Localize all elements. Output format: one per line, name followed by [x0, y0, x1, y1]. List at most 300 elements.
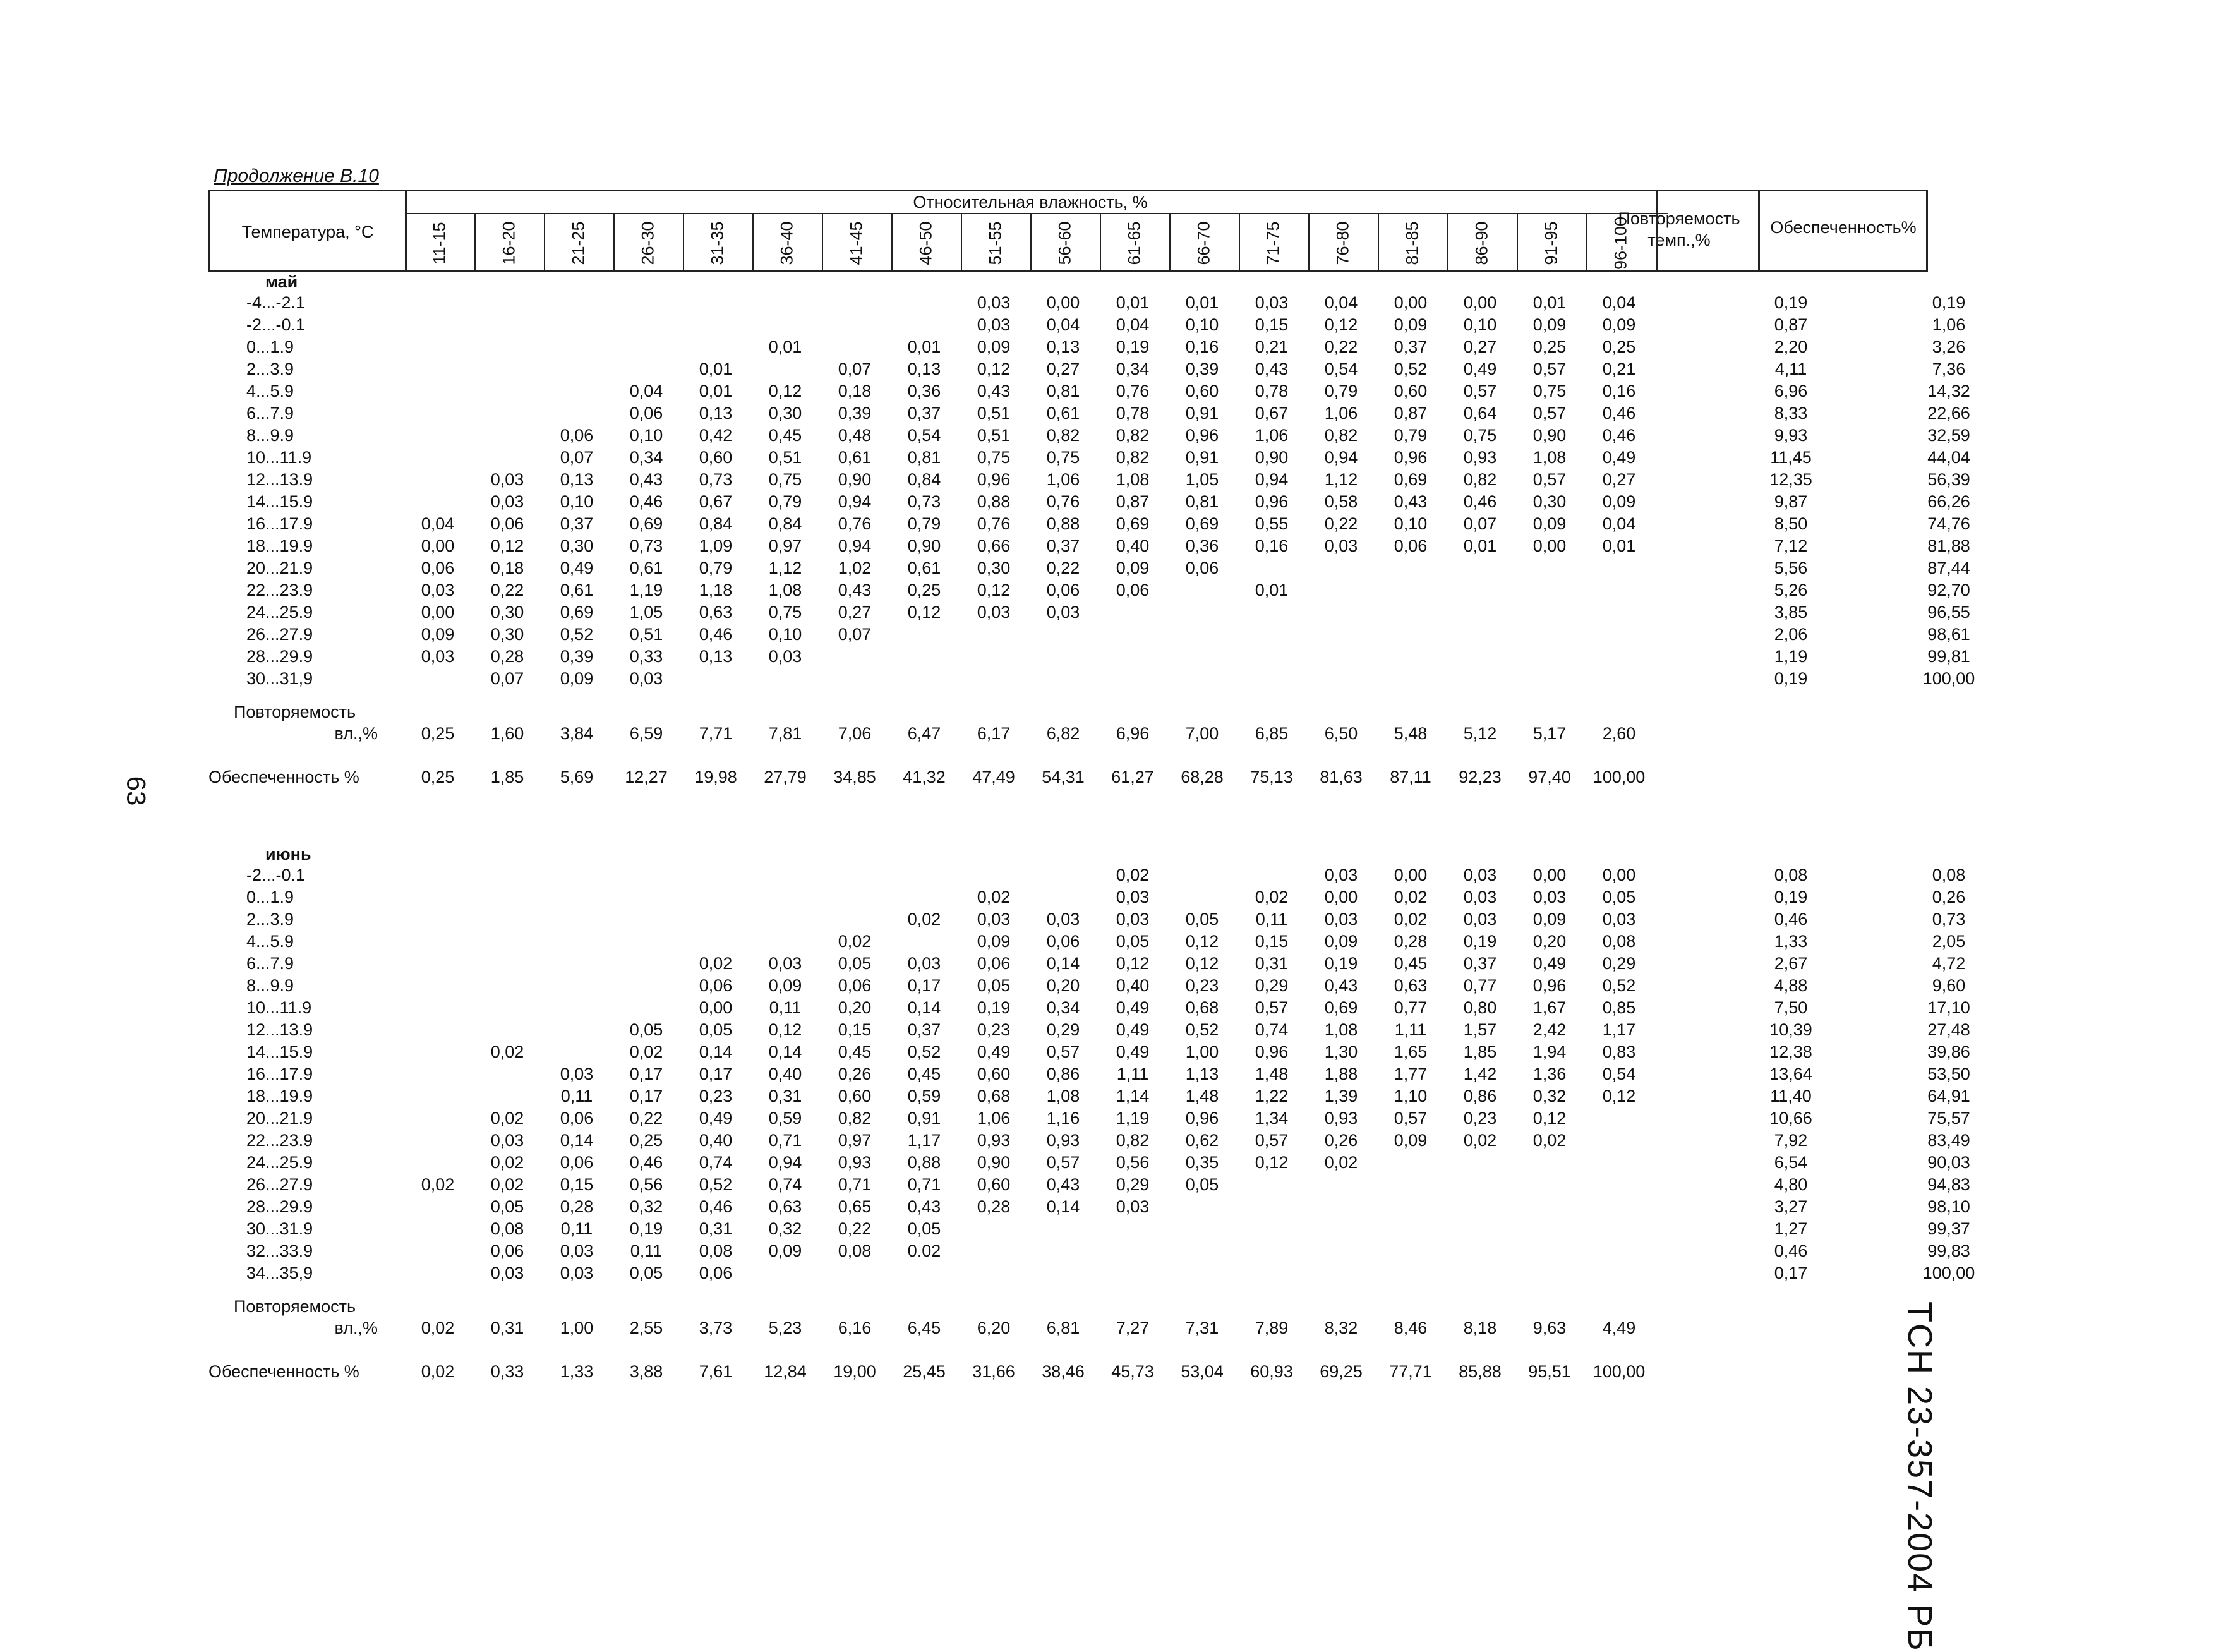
humidity-range-label: 66-70: [1194, 221, 1213, 265]
spacer-cell: [1654, 579, 1712, 601]
table-cell: 0,01: [1533, 293, 1567, 312]
table-cell: 0,14: [1046, 954, 1080, 973]
table-cell: [403, 668, 473, 690]
table-cell: 1,85: [1463, 1042, 1497, 1061]
table-cell: 0,60: [1394, 382, 1428, 401]
table-cell: [1445, 1262, 1515, 1284]
table-cell: [959, 1262, 1028, 1284]
repeat-temp-cell: 0,17: [1774, 1263, 1808, 1282]
security-humidity-cell: 7,61: [699, 1362, 733, 1381]
table-cell: [889, 931, 959, 953]
spacer-cell: [1654, 1130, 1712, 1152]
table-cell: 1,57: [1463, 1020, 1497, 1039]
table-cell: 0,25: [907, 581, 941, 600]
table-cell: 0,09: [768, 976, 802, 995]
table-cell: 0,17: [629, 1064, 663, 1083]
table-cell: 0,22: [490, 581, 524, 600]
spacer-cell: [1654, 1240, 1712, 1262]
table-cell: [473, 864, 542, 886]
humidity-range-label: 86-90: [1472, 221, 1491, 265]
table-cell: 0,90: [977, 1153, 1011, 1172]
table-cell: 0,79: [907, 514, 941, 533]
table-cell: 0,76: [977, 514, 1011, 533]
table-cell: 0,23: [977, 1020, 1011, 1039]
table-cell: 0,19: [1116, 337, 1150, 356]
table-cell: 0,04: [1116, 315, 1150, 334]
table-cell: 0,05: [838, 954, 872, 973]
security-humidity-cell: 45,73: [1111, 1362, 1154, 1381]
security-cell: 74,76: [1927, 514, 1970, 533]
security-humidity-cell: 0,02: [421, 1362, 455, 1381]
humidity-range-label: 76-80: [1333, 221, 1352, 265]
humidity-range-label: 21-25: [569, 221, 588, 265]
repeat-humidity-cell: 6,17: [977, 724, 1011, 743]
table-cell: [1237, 668, 1306, 690]
table-cell: [403, 953, 473, 975]
table-cell: 0,15: [1255, 315, 1289, 334]
table-cell: [959, 864, 1028, 886]
table-cell: 1,48: [1185, 1087, 1219, 1106]
humidity-range-header: [1169, 214, 1239, 272]
table-cell: [473, 931, 542, 953]
table-cell: 0,79: [699, 558, 733, 577]
table-cell: [1445, 624, 1515, 646]
table-cell: 1,06: [1046, 470, 1080, 489]
table-cell: 1,67: [1533, 998, 1567, 1017]
table-cell: 0,06: [1046, 581, 1080, 600]
table-cell: 0,30: [560, 536, 594, 555]
table-caption: Продолжение В.10: [214, 166, 379, 186]
table-cell: 0,12: [1602, 1087, 1636, 1106]
table-cell: 0,03: [1463, 865, 1497, 884]
repeat-temp-cell: 0,19: [1774, 293, 1808, 312]
table-cell: 0,03: [1116, 910, 1150, 929]
repeat-temp-cell: 3,27: [1774, 1197, 1808, 1216]
table-cell: 0,09: [977, 337, 1011, 356]
may-repeat-label: Повторяемость: [234, 702, 356, 721]
table-cell: [473, 380, 542, 402]
table-cell: 0,45: [768, 426, 802, 445]
spacer-cell: [1654, 624, 1712, 646]
temperature-range: 24...25.9: [246, 1153, 313, 1172]
spacer-cell: [1654, 358, 1712, 380]
table-cell: 0,60: [977, 1175, 1011, 1194]
spacer-cell: [1654, 864, 1712, 886]
table-cell: 0,90: [1533, 426, 1567, 445]
table-cell: 0,80: [1463, 998, 1497, 1017]
table-cell: 0,03: [490, 492, 524, 511]
table-cell: 0,02: [699, 954, 733, 973]
security-cell: 3,26: [1932, 337, 1966, 356]
table-cell: [1306, 557, 1376, 579]
table-cell: 0,09: [1394, 315, 1428, 334]
repeat-temp-header: Повторяемость темп.,%: [1618, 209, 1740, 250]
table-cell: 0,78: [1116, 404, 1150, 423]
table-cell: [403, 1041, 473, 1063]
temperature-range: 12...13.9: [246, 470, 313, 489]
table-cell: 0,40: [1116, 536, 1150, 555]
humidity-range-label: 41-45: [846, 221, 866, 265]
table-cell: 1,05: [1185, 470, 1219, 489]
table-cell: 0,14: [560, 1131, 594, 1150]
security-cell: 99,81: [1927, 647, 1970, 666]
table-cell: 0,10: [1185, 315, 1219, 334]
may-table: [208, 292, 1975, 690]
table-cell: 0,06: [977, 954, 1011, 973]
table-cell: [542, 975, 611, 997]
repeat-temp-cell: 3,85: [1774, 603, 1808, 622]
table-cell: 0,49: [977, 1042, 1011, 1061]
temperature-header: Температура, °С: [241, 222, 374, 241]
table-cell: 0,43: [907, 1197, 941, 1216]
table-cell: 0,00: [1533, 865, 1567, 884]
table-cell: 0,16: [1255, 536, 1289, 555]
table-cell: 0,18: [490, 558, 524, 577]
table-cell: [473, 997, 542, 1019]
table-cell: 0,22: [1324, 514, 1358, 533]
repeat-temp-cell: 7,50: [1774, 998, 1808, 1017]
table-cell: [1376, 579, 1445, 601]
table-cell: 0,09: [1602, 492, 1636, 511]
table-cell: 0,00: [421, 603, 455, 622]
table-cell: 0,52: [1394, 359, 1428, 378]
table-cell: 1,08: [1116, 470, 1150, 489]
table-cell: 0,00: [1324, 888, 1358, 907]
humidity-range-header: [683, 214, 752, 272]
repeat-temp-cell: 5,26: [1774, 581, 1808, 600]
table-cell: [1445, 579, 1515, 601]
humidity-range-label: 16-20: [499, 221, 519, 265]
table-cell: 0,09: [768, 1241, 802, 1260]
table-cell: 0,52: [907, 1042, 941, 1061]
temperature-range: -4...-2.1: [246, 293, 306, 312]
table-cell: [681, 292, 750, 314]
repeat-temp-cell: 4,11: [1774, 359, 1807, 378]
table-cell: [403, 1085, 473, 1107]
table-cell: 0,19: [1324, 954, 1358, 973]
table-cell: 0,46: [1602, 426, 1636, 445]
table-cell: [473, 314, 542, 336]
table-cell: 0,03: [1046, 910, 1080, 929]
table-cell: 0,96: [977, 470, 1011, 489]
table-cell: [1445, 557, 1515, 579]
table-cell: 0,02: [1533, 1131, 1567, 1150]
table-cell: [403, 1196, 473, 1218]
table-cell: 0,96: [1185, 426, 1219, 445]
security-humidity-cell: 19,98: [694, 768, 737, 787]
table-cell: 0,05: [1116, 932, 1150, 951]
spacer-cell: [1654, 997, 1712, 1019]
june-security-row: [208, 1361, 1928, 1383]
table-cell: [403, 886, 473, 908]
table-cell: 2,42: [1533, 1020, 1567, 1039]
table-cell: 0,09: [1116, 558, 1150, 577]
table-cell: 0,93: [838, 1153, 872, 1172]
temperature-range: 18...19.9: [246, 536, 313, 555]
table-cell: 0,51: [629, 625, 663, 644]
repeat-humidity-cell: 7,27: [1116, 1318, 1150, 1337]
table-cell: 0,58: [1324, 492, 1358, 511]
table-cell: [1098, 668, 1167, 690]
table-cell: 0,09: [421, 625, 455, 644]
table-cell: 0,46: [1602, 404, 1636, 423]
table-cell: 1,18: [699, 581, 733, 600]
table-cell: 1,08: [768, 581, 802, 600]
table-cell: 1,77: [1394, 1064, 1428, 1083]
humidity-range-header: [544, 214, 613, 272]
table-cell: 0,12: [1185, 932, 1219, 951]
table-cell: 1,06: [1255, 426, 1289, 445]
table-cell: 0,88: [907, 1153, 941, 1172]
table-cell: [820, 292, 889, 314]
table-cell: 0,03: [1255, 293, 1289, 312]
security-cell: 22,66: [1927, 404, 1970, 423]
table-cell: 0,49: [1116, 1042, 1150, 1061]
table-cell: 0,04: [1324, 293, 1358, 312]
table-cell: 0,07: [838, 359, 872, 378]
june-repeat-row: [208, 1317, 1928, 1339]
table-cell: [750, 864, 820, 886]
temperature-range: 18...19.9: [246, 1087, 313, 1106]
humidity-range-label: 61-65: [1124, 221, 1144, 265]
security-cell: 87,44: [1927, 558, 1970, 577]
table-cell: 0,12: [1324, 315, 1358, 334]
table-cell: 0,77: [1394, 998, 1428, 1017]
table-cell: 0,52: [1185, 1020, 1219, 1039]
table-cell: 0,20: [838, 998, 872, 1017]
table-cell: 0,31: [768, 1087, 802, 1106]
table-cell: 0,90: [907, 536, 941, 555]
table-cell: 0,69: [1116, 514, 1150, 533]
table-cell: 0,03: [977, 293, 1011, 312]
table-cell: 0,57: [1046, 1042, 1080, 1061]
table-cell: 0,91: [907, 1109, 941, 1128]
table-cell: 0,06: [699, 1263, 733, 1282]
table-cell: 0,26: [838, 1064, 872, 1083]
table-cell: 1,12: [768, 558, 802, 577]
table-cell: 0,57: [1533, 470, 1567, 489]
table-cell: 0,74: [1255, 1020, 1289, 1039]
table-cell: 0,69: [629, 514, 663, 533]
repeat-humidity-cell: 5,23: [768, 1318, 802, 1337]
may-title: май: [265, 272, 298, 291]
table-cell: [403, 1262, 473, 1284]
repeat-temp-cell: 0,19: [1774, 888, 1808, 907]
table-cell: [1167, 668, 1237, 690]
humidity-range-label: 91-95: [1541, 221, 1561, 265]
table-cell: [542, 953, 611, 975]
table-cell: 1,13: [1185, 1064, 1219, 1083]
table-cell: [1167, 1240, 1237, 1262]
table-cell: [611, 292, 681, 314]
table-cell: [542, 1041, 611, 1063]
table-cell: 0,46: [699, 625, 733, 644]
table-cell: 0,09: [1324, 932, 1358, 951]
table-cell: 0,07: [560, 448, 594, 467]
table-cell: 0,93: [1324, 1109, 1358, 1128]
spacer-cell: [1654, 908, 1712, 931]
repeat-temp-cell: 4,88: [1774, 976, 1808, 995]
table-cell: 0,22: [838, 1219, 872, 1238]
table-cell: 0,06: [1185, 558, 1219, 577]
table-cell: [1167, 1196, 1237, 1218]
table-cell: [1028, 1218, 1098, 1240]
table-cell: 0,57: [1533, 404, 1567, 423]
table-cell: [681, 931, 750, 953]
table-cell: 0,27: [1046, 359, 1080, 378]
spacer-cell: [1654, 668, 1712, 690]
table-cell: 1,16: [1046, 1109, 1080, 1128]
table-cell: [542, 1019, 611, 1041]
table-cell: 0,61: [907, 558, 941, 577]
table-cell: 0,02: [977, 888, 1011, 907]
repeat-humidity-cell: 6,96: [1116, 724, 1150, 743]
table-cell: 0,02: [907, 910, 941, 929]
table-cell: 0,00: [1394, 865, 1428, 884]
table-cell: 0,82: [1463, 470, 1497, 489]
table-cell: [681, 908, 750, 931]
table-cell: 0,00: [1533, 536, 1567, 555]
table-cell: [473, 975, 542, 997]
table-cell: 0,82: [1046, 426, 1080, 445]
table-cell: [403, 380, 473, 402]
table-cell: 0,79: [1324, 382, 1358, 401]
security-humidity-cell: 5,69: [560, 768, 594, 787]
spacer-cell: [1654, 447, 1712, 469]
temperature-range: 24...25.9: [246, 603, 313, 622]
security-cell: 32,59: [1927, 426, 1970, 445]
may-section: [208, 272, 1975, 788]
table-cell: 0,90: [838, 470, 872, 489]
humidity-range-label: 56-60: [1055, 221, 1075, 265]
table-cell: 0,33: [629, 647, 663, 666]
table-cell: 0,43: [1046, 1175, 1080, 1194]
table-cell: [1237, 601, 1306, 624]
table-cell: 0,43: [1394, 492, 1428, 511]
table-cell: [1445, 1174, 1515, 1196]
table-cell: 0,93: [1463, 448, 1497, 467]
table-cell: 1,08: [1324, 1020, 1358, 1039]
table-cell: 0,02: [490, 1109, 524, 1128]
table-cell: 0,96: [1255, 492, 1289, 511]
table-cell: [1584, 1262, 1654, 1284]
table-cell: [1028, 646, 1098, 668]
repeat-humidity-cell: 0,02: [421, 1318, 455, 1337]
table-cell: 0,09: [560, 669, 594, 688]
table-cell: [403, 1107, 473, 1130]
table-cell: 0,06: [699, 976, 733, 995]
table-cell: [542, 908, 611, 931]
table-cell: [959, 1218, 1028, 1240]
table-cell: [403, 1218, 473, 1240]
table-cell: [1098, 646, 1167, 668]
table-cell: 0,73: [907, 492, 941, 511]
humidity-range-label: 36-40: [777, 221, 797, 265]
humidity-range-label: 31-35: [708, 221, 727, 265]
spacer-cell: [1654, 1041, 1712, 1063]
table-cell: 0,10: [1463, 315, 1497, 334]
table-cell: 0,49: [1116, 998, 1150, 1017]
table-cell: [611, 358, 681, 380]
temperature-range: 4...5.9: [246, 382, 294, 401]
table-cell: 0,34: [629, 448, 663, 467]
security-humidity-cell: 3,88: [629, 1362, 663, 1381]
table-cell: 0,88: [1046, 514, 1080, 533]
table-cell: 0,93: [1046, 1131, 1080, 1150]
table-cell: [403, 447, 473, 469]
table-cell: 0,54: [1602, 1064, 1636, 1083]
table-cell: 0,56: [629, 1175, 663, 1194]
table-cell: [1445, 1152, 1515, 1174]
security-cell: 83,49: [1927, 1131, 1970, 1150]
table-cell: [1098, 1240, 1167, 1262]
temperature-range: 6...7.9: [246, 954, 294, 973]
table-cell: 1,19: [629, 581, 663, 600]
page-number: 63: [121, 776, 152, 806]
table-cell: 0,61: [629, 558, 663, 577]
table-cell: [1584, 1152, 1654, 1174]
temperature-range: 26...27.9: [246, 625, 313, 644]
table-cell: 0,67: [699, 492, 733, 511]
table-cell: [889, 886, 959, 908]
table-cell: 0,03: [977, 315, 1011, 334]
table-cell: 0,61: [560, 581, 594, 600]
table-cell: 0,75: [768, 603, 802, 622]
table-cell: 1,09: [699, 536, 733, 555]
table-cell: 0,03: [977, 603, 1011, 622]
table-cell: 0,29: [1116, 1175, 1150, 1194]
table-cell: [889, 624, 959, 646]
repeat-humidity-cell: 5,17: [1533, 724, 1567, 743]
table-cell: [1098, 1218, 1167, 1240]
table-cell: 0,09: [1533, 315, 1567, 334]
table-cell: 0,69: [560, 603, 594, 622]
table-cell: 0,54: [907, 426, 941, 445]
repeat-temp-cell: 7,92: [1774, 1131, 1808, 1150]
security-cell: 1,06: [1932, 315, 1966, 334]
spacer-cell: [1654, 469, 1712, 491]
table-cell: 0,61: [838, 448, 872, 467]
table-cell: 0.02: [907, 1241, 941, 1260]
table-cell: 0,08: [699, 1241, 733, 1260]
table-cell: 0,37: [1046, 536, 1080, 555]
repeat-temp-cell: 6,54: [1774, 1153, 1808, 1172]
table-header: [208, 190, 1928, 272]
table-cell: [1445, 646, 1515, 668]
table-cell: [1028, 668, 1098, 690]
table-cell: 0,43: [629, 470, 663, 489]
table-cell: [1515, 1196, 1584, 1218]
table-cell: 0,02: [1116, 865, 1150, 884]
table-cell: [403, 336, 473, 358]
table-cell: 0,06: [560, 1109, 594, 1128]
repeat-humidity-cell: 6,85: [1255, 724, 1289, 743]
spacer-cell: [1654, 336, 1712, 358]
security-humidity-cell: 19,00: [833, 1362, 876, 1381]
repeat-humidity-cell: 4,49: [1602, 1318, 1636, 1337]
table-cell: [1237, 1196, 1306, 1218]
security-humidity-cell: 100,00: [1593, 1362, 1646, 1381]
table-cell: [681, 668, 750, 690]
humidity-range-header: [1517, 214, 1586, 272]
table-cell: 0,02: [1324, 1153, 1358, 1172]
table-cell: 0,51: [768, 448, 802, 467]
table-cell: 0,46: [629, 492, 663, 511]
table-cell: 0,75: [1046, 448, 1080, 467]
table-cell: 1,02: [838, 558, 872, 577]
table-cell: 1,39: [1324, 1087, 1358, 1106]
table-cell: 0,60: [977, 1064, 1011, 1083]
